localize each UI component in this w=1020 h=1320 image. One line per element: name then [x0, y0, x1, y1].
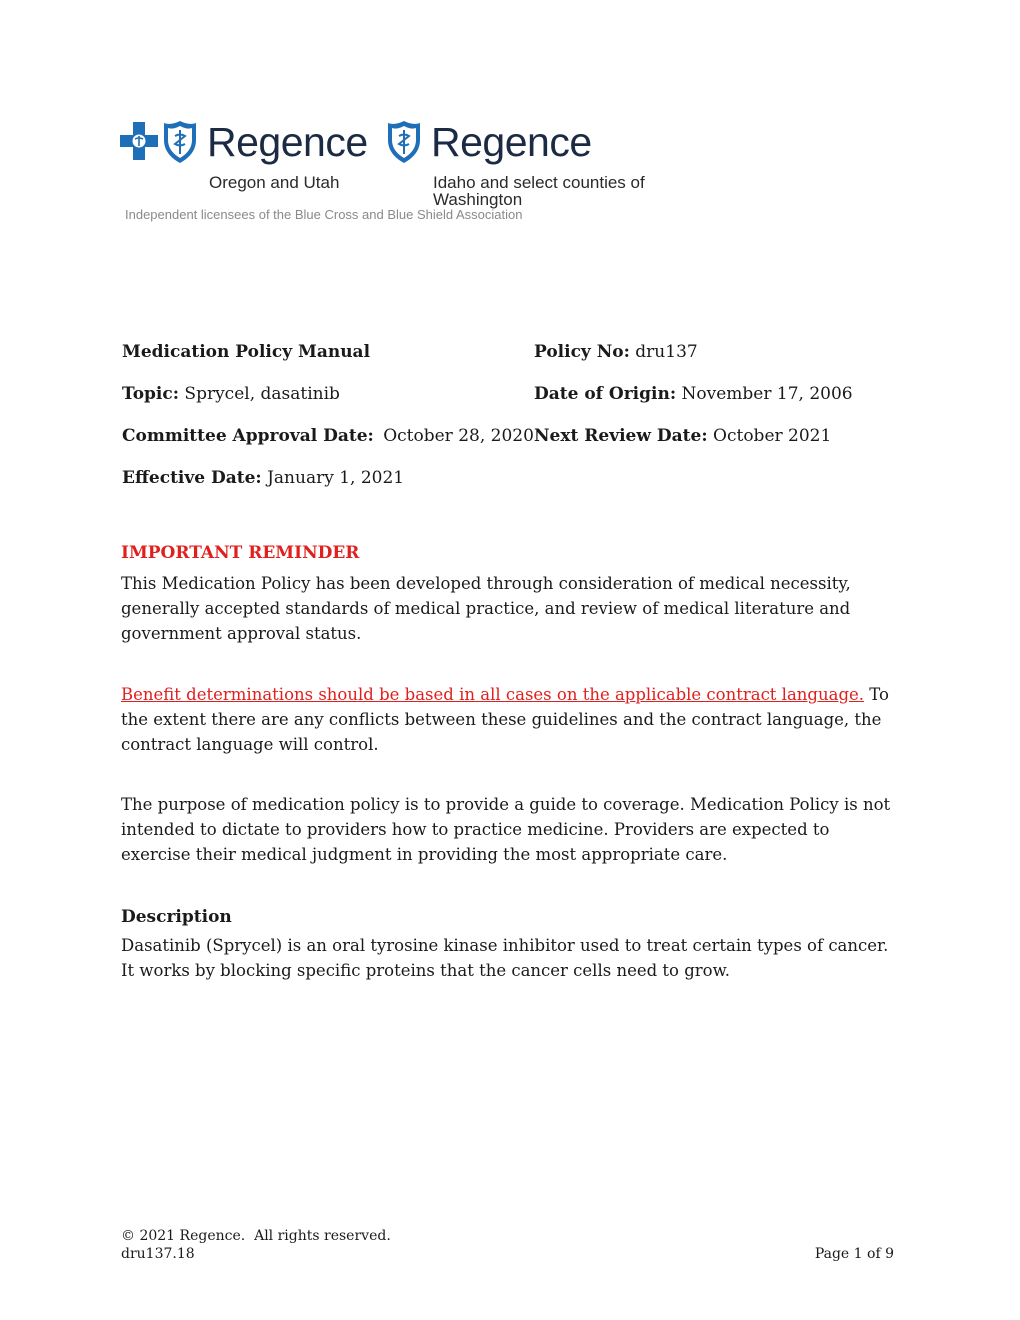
brand-name-left: Regence — [207, 119, 368, 165]
contract-language-note: To the extent there are any conflicts between these guidelines and the contract language, the contract language will control. — [121, 685, 889, 754]
origin-label: Date of Origin: — [534, 384, 677, 404]
blue-cross-icon — [120, 122, 158, 160]
effective-label: Effective Date: — [122, 468, 262, 488]
reminder-paragraph-2 — [121, 682, 901, 757]
committee-value: October 28, 2020 — [383, 426, 534, 446]
blue-shield-icon — [162, 120, 198, 164]
next-review-value: October 2021 — [713, 426, 832, 446]
region-right: Idaho and select counties of Washington — [433, 173, 645, 209]
topic-value: Sprycel, dasatinib — [184, 384, 340, 404]
policy-number-value: dru137 — [635, 342, 698, 362]
reminder-paragraph-1: This Medication Policy has been developed through consideration of medical necessity, generally accepted standards of medical practice, and review of medical literature and government approval status. — [121, 574, 851, 643]
blue-shield-icon — [386, 120, 422, 164]
effective-value: January 1, 2021 — [267, 468, 405, 488]
topic-label: Topic: — [122, 384, 180, 404]
licensee-note: Independent licensees of the Blue Cross and Blue Shield Association — [125, 207, 523, 222]
reminder-paragraph-3: The purpose of medication policy is to provide a guide to coverage. Medication Policy is not intended to dictate to providers how to practice medicine. Providers are expected to exercise their medical judgment in providing the most appropriate care. — [121, 795, 891, 864]
manual-title-text: Medication Policy Manual — [122, 342, 371, 362]
brand-name-right: Regence — [431, 119, 592, 165]
footer-page-number: Page 1 of 9 — [814, 1246, 894, 1262]
next-review-label: Next Review Date: — [534, 426, 708, 446]
description-heading: Description — [121, 907, 232, 927]
topic — [122, 386, 340, 403]
region-left: Oregon and Utah — [209, 173, 340, 192]
manual-title — [122, 344, 370, 361]
footer-doc-id: dru137.18 — [121, 1246, 195, 1262]
description-body: Dasatinib (Sprycel) is an oral tyrosine kinase inhibitor used to treat certain types of cancer. It works by blocking specific proteins that the cancer cells need to grow. — [121, 936, 889, 980]
committee-approval-date — [122, 428, 534, 445]
origin-value: November 17, 2006 — [681, 384, 853, 404]
committee-label: Committee Approval Date: — [122, 426, 374, 446]
benefit-determination-note: Benefit determinations should be based in all cases on the applicable contract language. — [121, 685, 865, 704]
policy-number-label: Policy No: — [534, 342, 630, 362]
logo-block — [118, 118, 738, 228]
policy-number — [534, 344, 698, 361]
date-of-origin — [534, 386, 853, 403]
effective-date — [122, 470, 404, 487]
footer-copyright: © 2021 Regence. All rights reserved. — [121, 1228, 391, 1244]
next-review-date — [534, 428, 831, 445]
important-reminder-heading: IMPORTANT REMINDER — [121, 543, 360, 563]
